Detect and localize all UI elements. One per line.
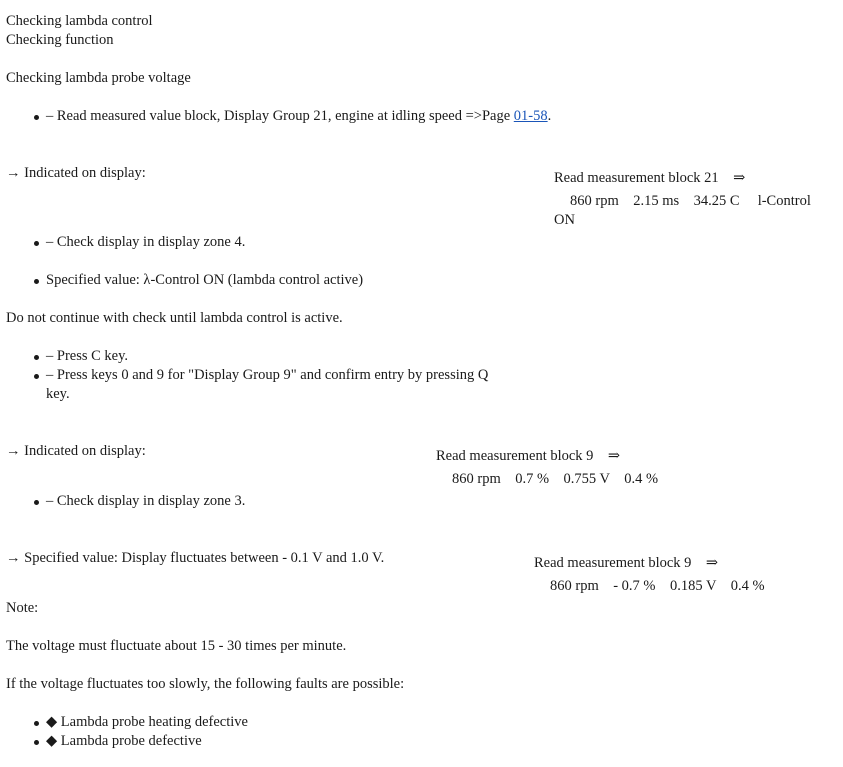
fault-item: ◆ Lambda probe defective <box>6 732 248 751</box>
step-press-keys-line2: key. <box>46 386 70 402</box>
faults-intro: If the voltage fluctuates too slowly, the following faults are possible: <box>6 676 405 692</box>
step-specified-value-lambda: Specified value: λ-Control ON (lambda control active) <box>6 271 363 290</box>
step-press-keys <box>6 366 526 404</box>
step-press-c: – Press C key. <box>6 347 526 366</box>
measurement-block-9-values: 860 rpm 0.7 % 0.755 V 0.4 % <box>452 471 659 487</box>
note-label: Note: <box>6 600 39 616</box>
step-list-2 <box>6 233 245 252</box>
indicated-on-display-label-2: → Indicated on display: <box>6 443 146 459</box>
section-heading: Checking lambda probe voltage <box>6 70 191 86</box>
step-read-block-text: – Read measured value block, Display Group 21, engine at idling speed =>Page <box>46 108 514 124</box>
faults-list <box>6 713 248 751</box>
step-list-4 <box>6 347 526 404</box>
measurement-block-9-title: Read measurement block 9 ⇒ <box>436 448 621 464</box>
specified-value-fluctuation: → Specified value: Display fluctuates between - 0.1 V and 1.0 V. <box>6 550 385 566</box>
step-list-5 <box>6 492 245 511</box>
step-list-3 <box>6 271 363 290</box>
step-read-block <box>6 107 551 126</box>
measurement-block-9-values-2: 860 rpm - 0.7 % 0.185 V 0.4 % <box>550 578 765 594</box>
step-press-keys-line1: – Press keys 0 and 9 for "Display Group 9" and confirm entry by pressing Q <box>46 367 489 383</box>
step-check-zone-3: – Check display in display zone 3. <box>6 492 245 511</box>
page-subtitle: Checking function <box>6 32 114 48</box>
measurement-block-9-title-2: Read measurement block 9 ⇒ <box>534 555 719 571</box>
step-check-zone-4: – Check display in display zone 4. <box>6 233 245 252</box>
page-title: Checking lambda control <box>6 13 153 29</box>
step-list-1 <box>6 107 551 126</box>
page-link[interactable]: 01-58 <box>513 108 548 124</box>
measurement-block-21-values-wrap: ON <box>554 212 575 228</box>
measurement-block-21-title: Read measurement block 21 ⇒ <box>554 170 746 186</box>
fault-item: ◆ Lambda probe heating defective <box>6 713 248 732</box>
step-read-block-suffix: . <box>547 108 552 124</box>
measurement-block-21-values: 860 rpm 2.15 ms 34.25 C l-Control <box>570 193 811 209</box>
indicated-on-display-label: → Indicated on display: <box>6 165 146 181</box>
do-not-continue-text: Do not continue with check until lambda control is active. <box>6 310 343 326</box>
note-text: The voltage must fluctuate about 15 - 30 times per minute. <box>6 638 347 654</box>
